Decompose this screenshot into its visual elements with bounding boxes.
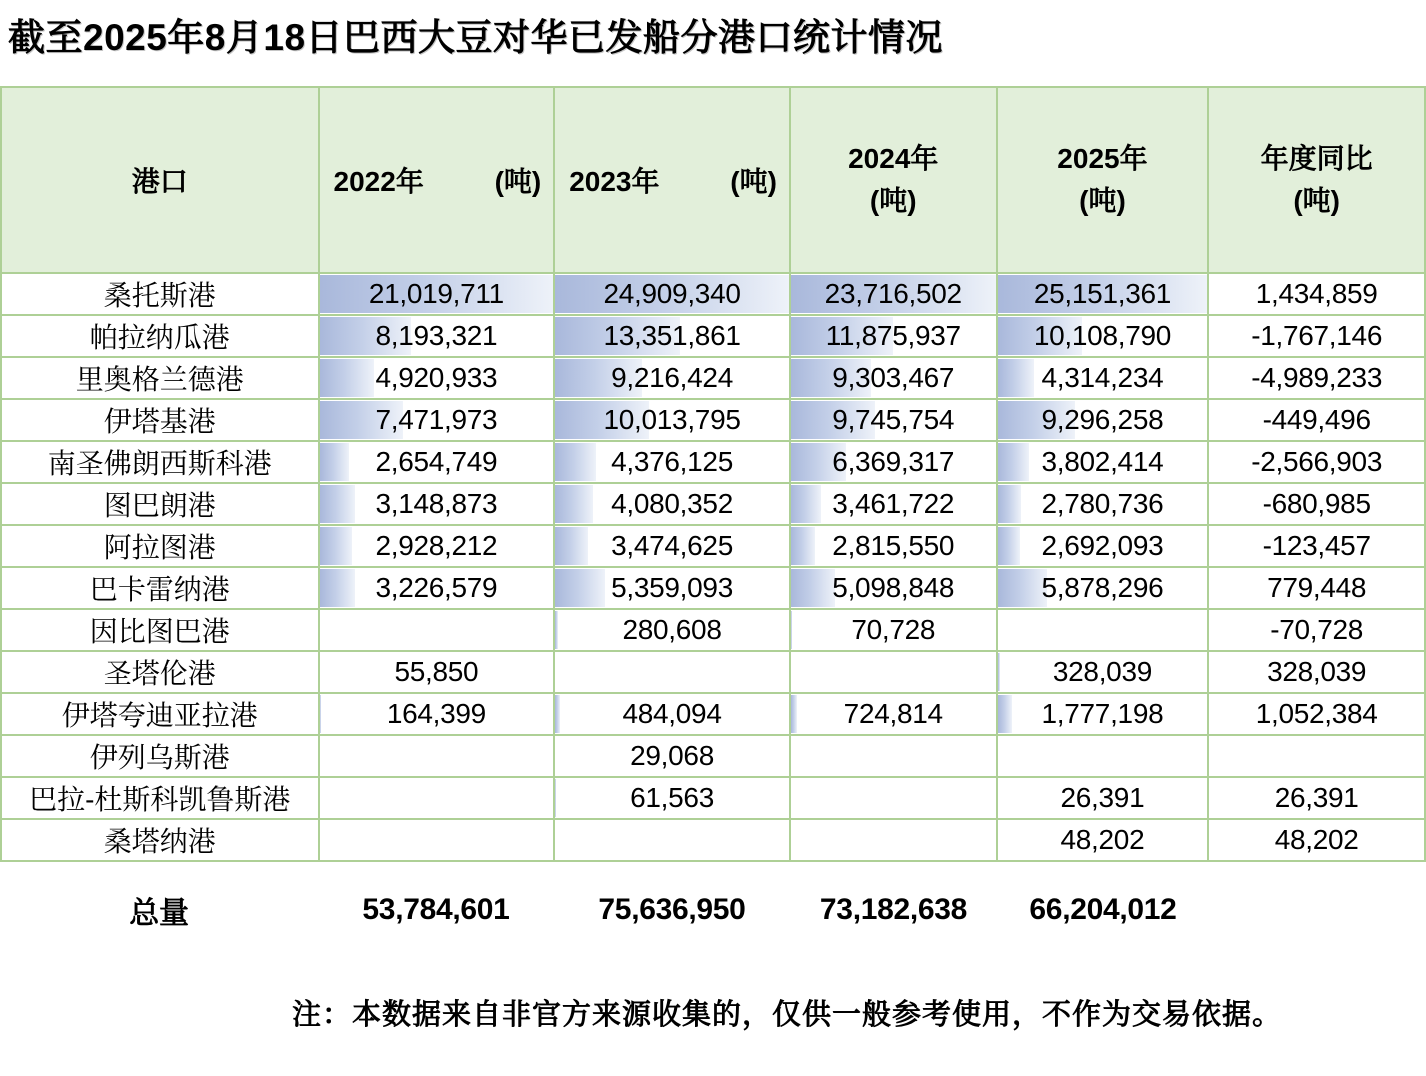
port-name: 南圣佛朗西斯科港: [48, 442, 272, 482]
data-bar: [320, 569, 356, 607]
value-cell-2022: [320, 526, 556, 568]
yoy-cell: [1209, 778, 1426, 820]
value-text: 164,399: [387, 698, 486, 730]
page-title: 截至2025年8月18日巴西大豆对华已发船分港口统计情况: [8, 14, 1426, 62]
yoy-text: -1,767,146: [1251, 320, 1382, 352]
table-row: [2, 652, 1426, 694]
yoy-cell: [1209, 652, 1426, 694]
table-row: [2, 316, 1426, 358]
yoy-text: 779,448: [1267, 572, 1366, 604]
value-text: 2,928,212: [375, 530, 497, 562]
data-bar: [791, 611, 792, 649]
value-cell-2024: [791, 568, 998, 610]
value-cell-2025: [998, 316, 1210, 358]
value-cell-2024: [791, 820, 998, 862]
value-cell-2023: [555, 568, 791, 610]
total-2025: 66,204,012: [997, 893, 1209, 927]
value-text: 5,359,093: [611, 572, 733, 604]
data-bar: [998, 485, 1021, 523]
yoy-text: -4,989,233: [1251, 362, 1382, 394]
yoy-text: 48,202: [1275, 824, 1359, 856]
value-cell-2025: [998, 778, 1210, 820]
data-bar: [998, 443, 1030, 481]
data-bar: [791, 485, 821, 523]
port-name: 巴拉-杜斯科凯鲁斯港: [29, 778, 290, 818]
table-row: [2, 778, 1426, 820]
value-cell-2025: [998, 442, 1210, 484]
yoy-text: -70,728: [1270, 614, 1363, 646]
value-cell-2025: [998, 568, 1210, 610]
value-text: 3,226,579: [375, 572, 497, 604]
value-cell-2025: [998, 652, 1210, 694]
port-name-cell: [2, 694, 320, 736]
port-name: 帕拉纳瓜港: [90, 316, 230, 356]
yoy-cell: [1209, 358, 1426, 400]
data-bar: [320, 695, 322, 733]
total-row: [0, 878, 1426, 942]
value-cell-2024: [791, 694, 998, 736]
port-name-cell: [2, 316, 320, 358]
value-text: 11,875,937: [826, 320, 961, 352]
yoy-cell: [1209, 484, 1426, 526]
value-cell-2022: [320, 652, 556, 694]
value-cell-2025: [998, 526, 1210, 568]
total-2023: 75,636,950: [554, 893, 790, 927]
header-unit-label: (吨): [870, 180, 917, 222]
value-cell-2024: [791, 610, 998, 652]
data-bar: [998, 359, 1034, 397]
column-header-y2024: [791, 88, 998, 274]
header-year-label: 2022年: [334, 160, 424, 200]
value-text: 48,202: [1061, 824, 1145, 856]
value-cell-2022: [320, 442, 556, 484]
value-cell-2022: [320, 484, 556, 526]
value-text: 10,013,795: [603, 404, 740, 436]
value-text: 3,802,414: [1042, 446, 1164, 478]
value-cell-2024: [791, 736, 998, 778]
column-header-yoy: [1209, 88, 1426, 274]
data-bar: [998, 653, 1001, 691]
value-cell-2025: [998, 358, 1210, 400]
value-cell-2023: [555, 526, 791, 568]
port-name-cell: [2, 274, 320, 316]
port-name: 巴卡雷纳港: [90, 568, 230, 608]
value-cell-2025: [998, 694, 1210, 736]
value-text: 1,777,198: [1042, 698, 1164, 730]
value-cell-2024: [791, 778, 998, 820]
value-cell-2023: [555, 778, 791, 820]
value-cell-2022: [320, 400, 556, 442]
value-cell-2023: [555, 694, 791, 736]
value-cell-2024: [791, 652, 998, 694]
value-text: 2,815,550: [832, 530, 954, 562]
value-text: 9,303,467: [832, 362, 954, 394]
data-bar: [555, 695, 560, 733]
port-name: 图巴朗港: [104, 484, 216, 524]
yoy-cell: [1209, 526, 1426, 568]
data-bar: [555, 569, 605, 607]
value-cell-2025: [998, 400, 1210, 442]
data-bar: [791, 695, 797, 733]
yoy-text: 26,391: [1275, 782, 1359, 814]
value-cell-2022: [320, 568, 556, 610]
port-name-cell: [2, 400, 320, 442]
value-text: 26,391: [1061, 782, 1145, 814]
value-cell-2022: [320, 316, 556, 358]
yoy-cell: [1209, 400, 1426, 442]
data-bar: [998, 569, 1047, 607]
value-text: 8,193,321: [375, 320, 497, 352]
port-name: 桑塔纳港: [104, 820, 216, 860]
value-cell-2022: [320, 358, 556, 400]
total-2024: 73,182,638: [790, 893, 997, 927]
port-name-cell: [2, 652, 320, 694]
value-text: 3,461,722: [832, 488, 954, 520]
data-bar: [320, 653, 321, 691]
data-bar: [791, 569, 835, 607]
value-text: 4,376,125: [611, 446, 733, 478]
value-cell-2023: [555, 316, 791, 358]
value-text: 9,296,258: [1042, 404, 1164, 436]
value-text: 4,314,234: [1042, 362, 1164, 394]
yoy-text: -123,457: [1263, 530, 1371, 562]
data-bar: [555, 611, 558, 649]
value-text: 25,151,361: [1034, 278, 1171, 310]
table-row: [2, 442, 1426, 484]
value-cell-2023: [555, 820, 791, 862]
value-cell-2024: [791, 484, 998, 526]
value-text: 7,471,973: [375, 404, 497, 436]
data-bar: [791, 527, 815, 565]
value-text: 23,716,502: [825, 278, 962, 310]
value-cell-2022: [320, 274, 556, 316]
table-row: [2, 736, 1426, 778]
column-header-y2025: [998, 88, 1210, 274]
port-name: 里奥格兰德港: [76, 358, 244, 398]
total-label: 总量: [0, 888, 318, 932]
table-row: [2, 568, 1426, 610]
port-name: 桑托斯港: [104, 274, 216, 314]
data-bar: [555, 779, 556, 817]
port-name-cell: [2, 736, 320, 778]
data-bar: [555, 485, 593, 523]
yoy-text: -2,566,903: [1251, 446, 1382, 478]
table-row: [2, 274, 1426, 316]
header-year-label: 2024年: [848, 138, 938, 180]
port-name-cell: [2, 568, 320, 610]
value-text: 2,692,093: [1042, 530, 1164, 562]
data-bar: [320, 485, 355, 523]
value-cell-2023: [555, 274, 791, 316]
ports-table: [0, 86, 1426, 862]
table-header-row: [2, 88, 1426, 274]
data-bar: [555, 443, 596, 481]
value-cell-2022: [320, 778, 556, 820]
port-name: 伊塔夸迪亚拉港: [62, 694, 258, 734]
value-cell-2024: [791, 358, 998, 400]
value-text: 2,780,736: [1042, 488, 1164, 520]
table-row: [2, 610, 1426, 652]
table-row: [2, 484, 1426, 526]
table-row: [2, 694, 1426, 736]
value-cell-2025: [998, 484, 1210, 526]
value-text: 61,563: [630, 782, 714, 814]
port-name: 因比图巴港: [90, 610, 230, 650]
value-text: 21,019,711: [369, 278, 504, 310]
data-bar: [998, 527, 1020, 565]
port-name-cell: [2, 820, 320, 862]
port-name-cell: [2, 484, 320, 526]
value-text: 4,920,933: [375, 362, 497, 394]
value-cell-2023: [555, 610, 791, 652]
table-row: [2, 820, 1426, 862]
port-name-cell: [2, 778, 320, 820]
value-cell-2022: [320, 736, 556, 778]
port-name: 圣塔伦港: [104, 652, 216, 692]
value-text: 29,068: [630, 740, 714, 772]
data-bar: [320, 527, 353, 565]
column-header-port: [2, 88, 320, 274]
header-year-label: 年度同比: [1261, 138, 1373, 180]
yoy-text: -680,985: [1263, 488, 1371, 520]
data-bar: [555, 527, 588, 565]
value-cell-2024: [791, 316, 998, 358]
value-cell-2024: [791, 274, 998, 316]
value-cell-2025: [998, 610, 1210, 652]
header-unit-label: (吨): [1293, 180, 1340, 222]
yoy-text: 328,039: [1267, 656, 1366, 688]
value-cell-2022: [320, 694, 556, 736]
port-name: 阿拉图港: [104, 526, 216, 566]
header-year-label: 2025年: [1057, 138, 1147, 180]
value-cell-2025: [998, 736, 1210, 778]
value-cell-2023: [555, 736, 791, 778]
yoy-cell: [1209, 820, 1426, 862]
footnote: 注：本数据来自非官方来源收集的，仅供一般参考使用，不作为交易依据。: [0, 992, 1426, 1033]
value-text: 24,909,340: [603, 278, 740, 310]
header-port-label: 港口: [132, 160, 188, 200]
value-text: 70,728: [851, 614, 935, 646]
value-cell-2024: [791, 400, 998, 442]
value-cell-2024: [791, 526, 998, 568]
value-cell-2023: [555, 400, 791, 442]
column-header-y2023: [555, 88, 791, 274]
table-row: [2, 358, 1426, 400]
value-cell-2022: [320, 610, 556, 652]
column-header-y2022: [320, 88, 556, 274]
total-2022: 53,784,601: [318, 893, 554, 927]
header-unit-label: (吨): [730, 160, 777, 200]
value-cell-2022: [320, 820, 556, 862]
value-text: 2,654,749: [375, 446, 497, 478]
yoy-text: -449,496: [1263, 404, 1371, 436]
table-body: [2, 274, 1426, 862]
value-text: 3,474,625: [611, 530, 733, 562]
value-text: 484,094: [622, 698, 721, 730]
table-row: [2, 526, 1426, 568]
value-text: 9,745,754: [832, 404, 954, 436]
value-cell-2023: [555, 484, 791, 526]
yoy-text: 1,434,859: [1256, 278, 1378, 310]
yoy-cell: [1209, 568, 1426, 610]
yoy-cell: [1209, 694, 1426, 736]
value-text: 6,369,317: [832, 446, 954, 478]
value-text: 55,850: [394, 656, 478, 688]
yoy-text: 1,052,384: [1256, 698, 1378, 730]
port-name: 伊塔基港: [104, 400, 216, 440]
value-cell-2025: [998, 274, 1210, 316]
value-text: 13,351,861: [603, 320, 740, 352]
value-cell-2023: [555, 652, 791, 694]
yoy-cell: [1209, 316, 1426, 358]
table-row: [2, 400, 1426, 442]
value-text: 10,108,790: [1034, 320, 1171, 352]
port-name-cell: [2, 610, 320, 652]
value-text: 9,216,424: [611, 362, 733, 394]
value-cell-2025: [998, 820, 1210, 862]
value-text: 328,039: [1053, 656, 1152, 688]
value-cell-2024: [791, 442, 998, 484]
header-unit-label: (吨): [1079, 180, 1126, 222]
value-text: 4,080,352: [611, 488, 733, 520]
header-unit-label: (吨): [495, 160, 542, 200]
port-name-cell: [2, 442, 320, 484]
port-name: 伊列乌斯港: [90, 736, 230, 776]
yoy-cell: [1209, 274, 1426, 316]
value-text: 5,878,296: [1042, 572, 1164, 604]
value-text: 3,148,873: [375, 488, 497, 520]
yoy-cell: [1209, 442, 1426, 484]
yoy-cell: [1209, 736, 1426, 778]
data-bar: [320, 443, 350, 481]
data-bar: [998, 695, 1013, 733]
port-name-cell: [2, 526, 320, 568]
value-text: 5,098,848: [832, 572, 954, 604]
value-cell-2023: [555, 358, 791, 400]
header-year-label: 2023年: [569, 160, 659, 200]
port-name-cell: [2, 358, 320, 400]
data-bar: [320, 359, 375, 397]
value-cell-2023: [555, 442, 791, 484]
yoy-cell: [1209, 610, 1426, 652]
value-text: 280,608: [622, 614, 721, 646]
value-text: 724,814: [844, 698, 943, 730]
